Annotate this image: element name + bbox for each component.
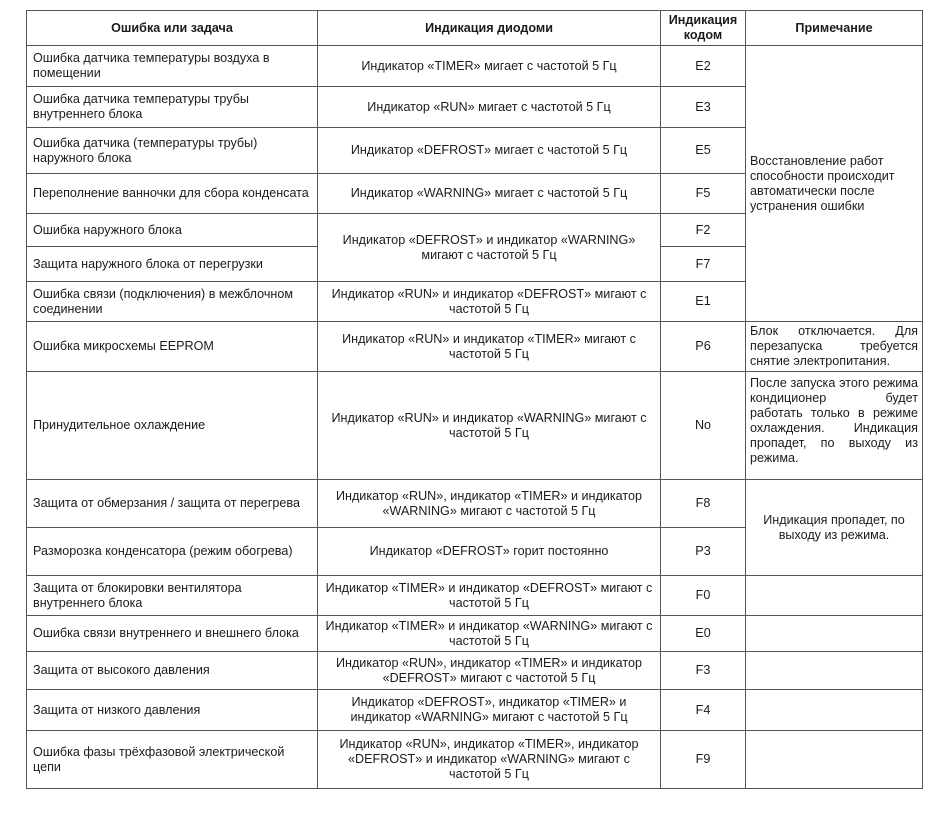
table-row [27, 690, 923, 731]
task-cell: Разморозка конденсатора (режим обогрева) [27, 528, 318, 576]
code-cell: F8 [661, 480, 746, 528]
task-cell: Принудительное охлаждение [27, 372, 318, 480]
led-cell: Индикатор «DEFROST» мигает с частотой 5 Гц [318, 128, 661, 174]
table-row [27, 372, 923, 480]
table-row [27, 652, 923, 690]
code-cell: E2 [661, 46, 746, 87]
note-auto-recovery: Восстановление работ способности происходит автоматически после устранения ошибки [746, 46, 923, 322]
led-cell: Индикатор «RUN» и индикатор «WARNING» мигают с частотой 5 Гц [318, 372, 661, 480]
led-cell: Индикатор «RUN», индикатор «TIMER» и индикатор «WARNING» мигают с частотой 5 Гц [318, 480, 661, 528]
table-row [27, 731, 923, 789]
task-cell: Ошибка датчика (температуры трубы) наружного блока [27, 128, 318, 174]
code-cell: P6 [661, 322, 746, 372]
header-led-indication: Индикация диодоми [318, 11, 661, 46]
code-cell: E5 [661, 128, 746, 174]
led-cell: Индикатор «DEFROST» и индикатор «WARNING» мигают с частотой 5 Гц [318, 214, 661, 282]
header-code-indication: Индикация кодом [661, 11, 746, 46]
header-note: Примечание [746, 11, 923, 46]
note-empty [746, 576, 923, 616]
task-cell: Ошибка датчика температуры трубы внутреннего блока [27, 87, 318, 128]
task-cell: Ошибка связи внутреннего и внешнего блока [27, 616, 318, 652]
table-row [27, 576, 923, 616]
task-cell: Ошибка датчика температуры воздуха в помещении [27, 46, 318, 87]
task-cell: Ошибка связи (подключения) в межблочном соединении [27, 282, 318, 322]
header-row [27, 11, 923, 46]
code-cell: P3 [661, 528, 746, 576]
note-forced-cooling: После запуска этого режима кондиционер будет работать только в режиме охлаждения. Индикация пропадет, по выходу из режима. [746, 372, 923, 480]
led-cell: Индикатор «RUN» и индикатор «DEFROST» мигают с частотой 5 Гц [318, 282, 661, 322]
table-row [27, 480, 923, 528]
code-cell: No [661, 372, 746, 480]
task-cell: Переполнение ванночки для сбора конденсата [27, 174, 318, 214]
code-cell: F2 [661, 214, 746, 247]
code-cell: F5 [661, 174, 746, 214]
code-cell: F3 [661, 652, 746, 690]
led-cell: Индикатор «RUN» и индикатор «TIMER» мигают с частотой 5 Гц [318, 322, 661, 372]
led-cell: Индикатор «TIMER» и индикатор «WARNING» мигают с частотой 5 Гц [318, 616, 661, 652]
led-cell: Индикатор «RUN», индикатор «TIMER» и индикатор «DEFROST» мигают с частотой 5 Гц [318, 652, 661, 690]
led-cell: Индикатор «WARNING» мигает с частотой 5 Гц [318, 174, 661, 214]
table-row [27, 616, 923, 652]
code-cell: F9 [661, 731, 746, 789]
note-eeprom: Блок отключается. Для перезапуска требуется снятие электропитания. [746, 322, 923, 372]
note-empty [746, 690, 923, 731]
code-cell: E3 [661, 87, 746, 128]
task-cell: Ошибка фазы трёхфазовой электрической цепи [27, 731, 318, 789]
header-task: Ошибка или задача [27, 11, 318, 46]
note-empty [746, 616, 923, 652]
error-codes-table [26, 10, 923, 789]
led-cell: Индикатор «DEFROST», индикатор «TIMER» и индикатор «WARNING» мигают с частотой 5 Гц [318, 690, 661, 731]
task-cell: Защита от обмерзания / защита от перегрева [27, 480, 318, 528]
code-cell: F4 [661, 690, 746, 731]
task-cell: Защита от блокировки вентилятора внутреннего блока [27, 576, 318, 616]
table-row [27, 322, 923, 372]
task-cell: Защита от низкого давления [27, 690, 318, 731]
led-cell: Индикатор «DEFROST» горит постоянно [318, 528, 661, 576]
led-cell: Индикатор «TIMER» и индикатор «DEFROST» мигают с частотой 5 Гц [318, 576, 661, 616]
code-cell: F0 [661, 576, 746, 616]
led-cell: Индикатор «TIMER» мигает с частотой 5 Гц [318, 46, 661, 87]
task-cell: Ошибка микросхемы EEPROM [27, 322, 318, 372]
note-mode-exit: Индикация пропадет, по выходу из режима. [746, 480, 923, 576]
led-cell: Индикатор «RUN», индикатор «TIMER», индикатор «DEFROST» и индикатор «WARNING» мигают с частотой 5 Гц [318, 731, 661, 789]
task-cell: Защита от высокого давления [27, 652, 318, 690]
task-cell: Ошибка наружного блока [27, 214, 318, 247]
led-cell: Индикатор «RUN» мигает с частотой 5 Гц [318, 87, 661, 128]
task-cell: Защита наружного блока от перегрузки [27, 247, 318, 282]
code-cell: E1 [661, 282, 746, 322]
table-row [27, 46, 923, 87]
code-cell: E0 [661, 616, 746, 652]
note-empty [746, 652, 923, 690]
code-cell: F7 [661, 247, 746, 282]
note-empty [746, 731, 923, 789]
